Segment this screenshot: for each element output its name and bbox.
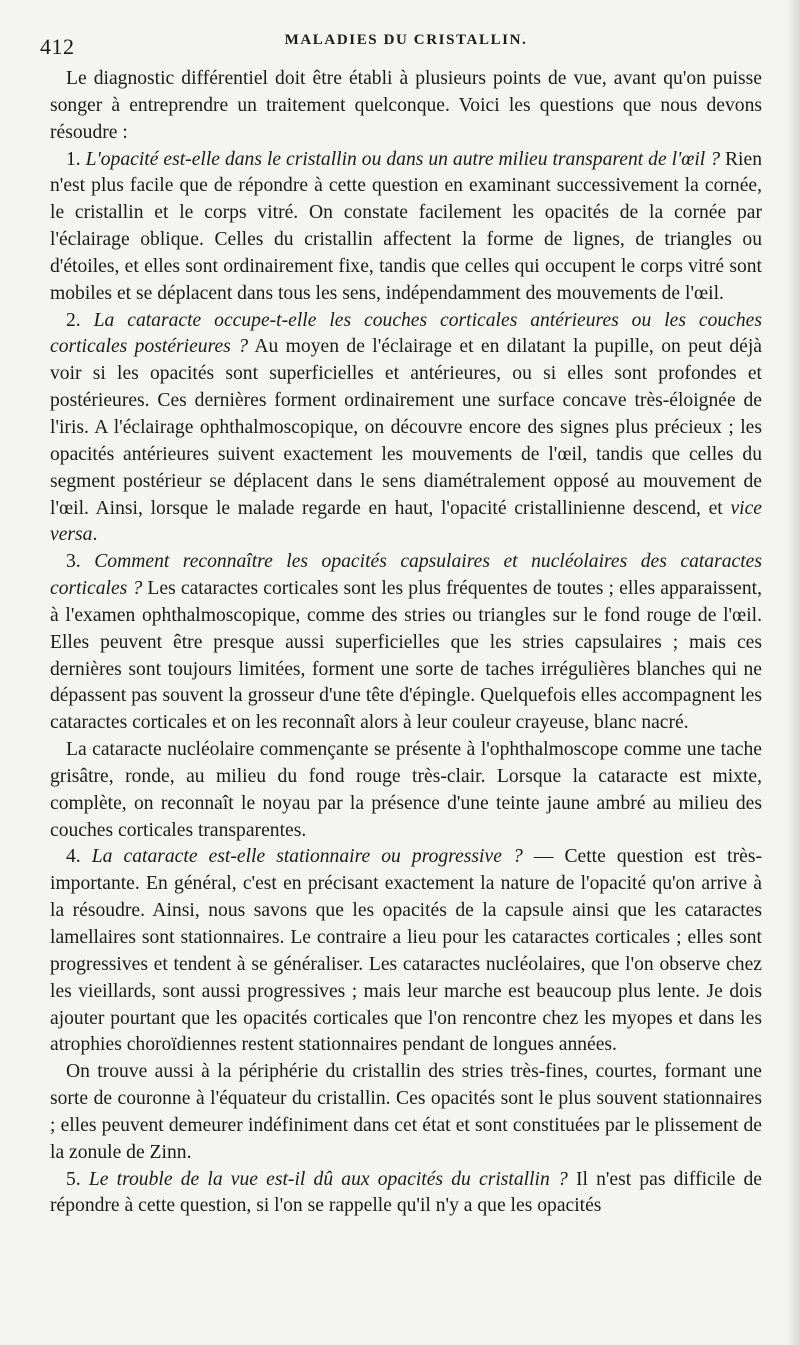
- italic-text: Le trouble de la vue est-il dû aux opacités du cristallin ?: [88, 1168, 568, 1190]
- italic-text: vice versa: [50, 497, 762, 546]
- paragraph-text: 1.: [66, 148, 86, 170]
- body-text: [50, 66, 762, 1220]
- paragraph-text: La cataracte nucléolaire commençante se présente à l'ophthalmoscope comme une tache grisâtre, ronde, au milieu du fond rouge très-clair. Lorsque la cataracte est mixte, complète, on reconnaît le noyau par la présence d'une teinte jaune ambré au milieu des couches corticales transparentes.: [50, 739, 762, 841]
- page-number: 412: [40, 34, 75, 59]
- paragraph-text: On trouve aussi à la périphérie du cristallin des stries très-fines, courtes, formant une sorte de couronne à l'équateur du cristallin. Ces opacités sont le plus souvent stationnaires ; elles peuvent demeurer indéfiniment dans cet état et sont constituées par le plissement de la zonule de Zinn.: [50, 1061, 762, 1163]
- paragraph-text: Le diagnostic différentiel doit être établi à plusieurs points de vue, avant qu'on puisse songer à entreprendre un traitement quelconque. Voici les questions que nous devons résoudre :: [50, 68, 762, 143]
- paragraph: [50, 147, 762, 308]
- paragraph: [50, 737, 762, 844]
- paragraph: [50, 1059, 762, 1166]
- running-title: MALADIES DU CRISTALLIN.: [284, 32, 528, 48]
- italic-text: La cataracte est-elle stationnaire ou progressive ?: [91, 846, 523, 868]
- paragraph-text: 3.: [66, 551, 95, 573]
- paragraph-text: 4.: [66, 846, 92, 868]
- paragraph-text: — Cette question est très-importante. En général, c'est en précisant exactement la nature de l'opacité qu'on arrive à la résoudre. Ainsi, nous savons que les opacités de la capsule ainsi que les cataractes lamellaires sont stationnaires. Le contraire a lieu pour les cataractes corticales ; elles sont progressives et tendent à se généraliser. Les cataractes nucléolaires, que l'on observe chez les vieillards, sont aussi progressives ; mais leur marche est beaucoup plus lente. Je dois ajouter pourtant que les opacités corticales que l'on rencontre chez les myopes et dans les atrophies choroïdiennes restent stationnaires pendant de longues années.: [50, 846, 762, 1056]
- italic-text: L'opacité est-elle dans le cristallin ou dans un autre milieu transparent de l'œil ?: [85, 148, 721, 170]
- paragraph-text: Il n'est pas difficile de répondre à cette question, si l'on se rappelle qu'il n'y a que les opacités: [50, 1168, 762, 1217]
- paragraph: [50, 549, 762, 737]
- page-edge-shadow: [786, 0, 800, 1345]
- paragraph: [50, 308, 762, 550]
- italic-text: La cataracte occupe-t-elle les couches corticales antérieures ou les couches corticales postérieures ?: [50, 309, 762, 358]
- paragraph-text: Rien n'est plus facile que de répondre à cette question en examinant successivement la cornée, le cristallin et le corps vitré. On constate facilement les opacités de la cornée par l'éclairage oblique. Celles du cristallin affectent la forme de lignes, de triangles ou d'étoiles, et elles sont ordinairement fixe, tandis que celles qui occupent le corps vitré sont mobiles et se déplacent dans tous les sens, indépendamment des mouvements de l'œil.: [50, 148, 762, 304]
- paragraph: [50, 66, 762, 147]
- paragraph-text: Au moyen de l'éclairage et en dilatant la pupille, on peut déjà voir si les opacités sont superficielles et antérieures, ou si elles sont profondes et postérieures. Ces dernières forment ordinairement une surface concave très-éloignée de l'iris. A l'éclairage ophthalmoscopique, on découvre encore des signes plus précieux ; les opacités antérieures suivent exactement les mouvements de l'œil, tandis que celles du segment postérieur se déplacent dans le sens diamétralement opposé au mouvement de l'œil. Ainsi, lorsque le malade regarde en haut, l'opacité cristallinienne descend, et: [50, 336, 762, 519]
- paragraph-text: Les cataractes corticales sont les plus fréquentes de toutes ; elles apparaissent, à l'examen ophthalmoscopique, comme des stries ou triangles sur le fond rouge de l'œil. Elles peuvent être presque aussi superficielles que les stries capsulaires ; mais ces dernières sont toujours limitées, forment une sorte de taches irrégulières blanches qui ne dépassent pas souvent la grosseur d'une tête d'épingle. Quelquefois elles accompagnent les cataractes corticales et on les reconnaît alors à leur couleur crayeuse, blanc nacré.: [50, 578, 762, 734]
- italic-text: Comment reconnaître les opacités capsulaires et nucléolaires des cataractes corticales ?: [50, 551, 762, 600]
- page-header: [40, 28, 762, 59]
- paragraph-text: 2.: [66, 309, 94, 331]
- paragraph-text: 5.: [66, 1168, 89, 1190]
- paragraph: [50, 844, 762, 1059]
- paragraph: [50, 1167, 762, 1221]
- paragraph-text: .: [92, 524, 98, 546]
